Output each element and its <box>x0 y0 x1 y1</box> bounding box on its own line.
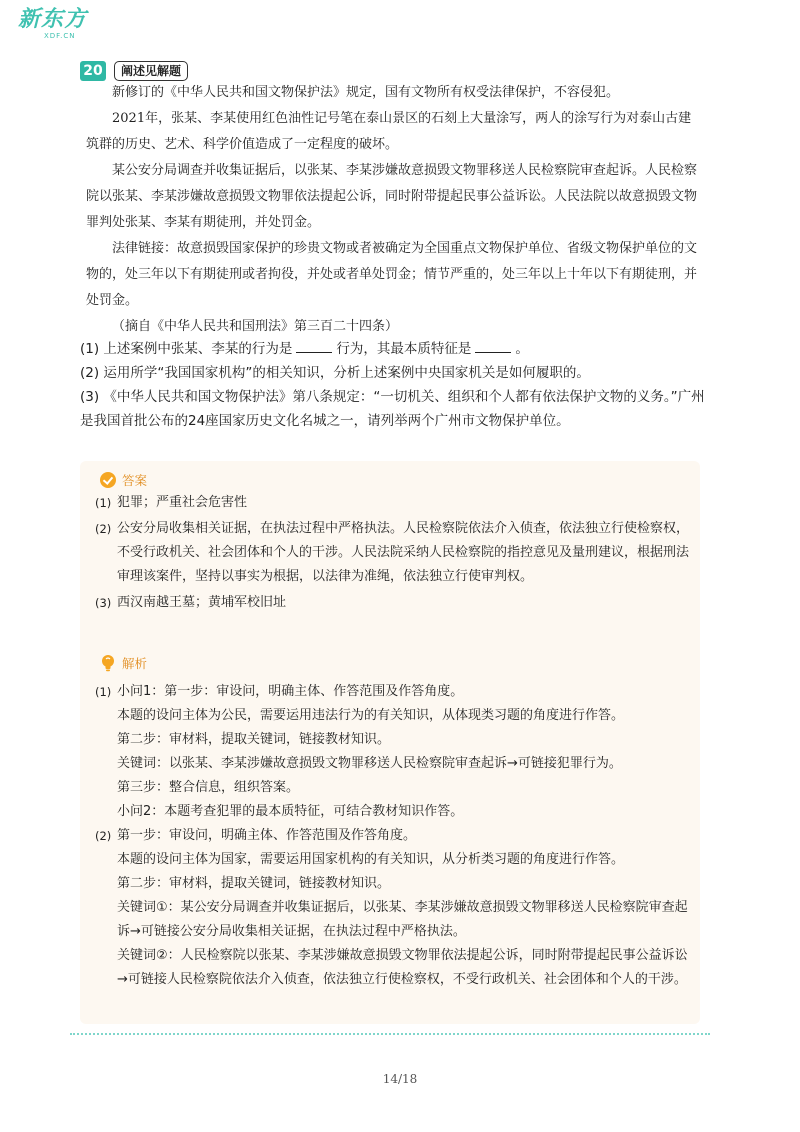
analysis-line: 本题的设问主体为国家，需要运用国家机构的有关知识，从分析类习题的角度进行作答。 <box>117 852 625 867</box>
sub-question-text: 上述案例中张某、李某的行为是 <box>103 341 293 357</box>
answer-list <box>95 491 695 617</box>
page-number: 14/18 <box>382 1072 418 1086</box>
sub-question-text: 《中华人民共和国文物保护法》第八条规定：“一切机关、组织和个人都有依法保护文物的义务。”广州是我国首批公布的24座国家历史文化名城之一，请列举两个广州市文物保护单位。 <box>80 389 705 429</box>
answer-item-number: (1) <box>95 496 112 510</box>
material-paragraph: 某公安分局调查并收集证据后，以张某、李某涉嫌故意损毁文物罪移送人民检察院审查起诉。人民检察院以张某、李某涉嫌故意损毁文物罪依法提起公诉，同时附带提起民事公益诉讼。人民法院以故意损毁文物罪判处张某、李某有期徒刑，并处罚金。 <box>86 163 698 230</box>
logo-subtext: XDF.CN <box>44 32 76 40</box>
sub-question-1 <box>80 337 710 361</box>
analysis-block-number: (2) <box>95 829 112 843</box>
answer-item-text: 公安分局收集相关证据，在执法过程中严格执法。人民检察院依法介入侦查，依法独立行使检察权，不受行政机关、社会团体和个人的干涉。人民法院采纳人民检察院的指控意见及量刑建议，根据刑法审理该案件，坚持以事实为根据，以法律为准绳，依法独立行使审判权。 <box>117 521 690 584</box>
material-paragraph: 2021年，张某、李某使用红色油性记号笔在泰山景区的石刻上大量涂写，两人的涂写行为对泰山古建筑群的历史、艺术、科学价值造成了一定程度的破坏。 <box>86 111 692 152</box>
analysis-heading <box>100 654 147 672</box>
analysis-line: 第一步：审设问，明确主体、作答范围及作答角度。 <box>117 828 417 843</box>
logo-text: 新东方 <box>18 7 88 32</box>
material-paragraph: 法律链接：故意损毁国家保护的珍贵文物或者被确定为全国重点文物保护单位、省级文物保护单位的文物的，处三年以下有期徒刑或者拘役，并处或者单处罚金；情节严重的，处三年以上十年以下有期徒刑，并处罚金。 <box>86 241 698 308</box>
sub-question-text: 运用所学“我国国家机构”的相关知识，分析上述案例中央国家机关是如何履职的。 <box>103 365 590 381</box>
analysis-block <box>95 824 695 992</box>
sub-question-2 <box>80 361 710 385</box>
lightbulb-icon <box>100 654 116 672</box>
question-header <box>80 61 188 81</box>
sub-question-3 <box>80 385 710 433</box>
analysis-line: 第二步：审材料，提取关键词，链接教材知识。 <box>117 876 391 891</box>
answer-item <box>95 491 695 515</box>
sub-question-number: (3) <box>80 389 100 405</box>
answer-item-text: 犯罪；严重社会危害性 <box>117 495 248 510</box>
answer-heading <box>100 471 147 489</box>
analysis-block-number: (1) <box>95 685 112 699</box>
answer-blank <box>475 338 511 353</box>
analysis-heading-label: 解析 <box>122 656 148 671</box>
sub-question-text: 。 <box>515 341 529 357</box>
check-circle-icon <box>100 472 116 488</box>
answer-blank <box>296 338 332 353</box>
question-type-label: 阐述见解题 <box>114 61 188 81</box>
analysis-line: 本题的设问主体为公民，需要运用违法行为的有关知识，从体现类习题的角度进行作答。 <box>117 708 625 723</box>
xdf-logo <box>18 8 88 44</box>
answer-item-number: (3) <box>95 596 112 610</box>
analysis-block <box>95 680 695 824</box>
answer-item <box>95 517 695 589</box>
answer-item-number: (2) <box>95 522 112 536</box>
analysis-line: 关键词①：某公安分局调查并收集证据后，以张某、李某涉嫌故意损毁文物罪移送人民检察院审查起诉→可链接公安分局收集相关证据，在执法过程中严格执法。 <box>117 900 688 939</box>
sub-question-text: 行为，其最本质特征是 <box>336 341 472 357</box>
question-number: 20 <box>80 61 106 81</box>
analysis-list <box>95 680 695 992</box>
material-paragraph: 新修订的《中华人民共和国文物保护法》规定，国有文物所有权受法律保护，不容侵犯。 <box>112 85 620 100</box>
answer-item <box>95 591 695 615</box>
analysis-line: 第三步：整合信息，组织答案。 <box>117 780 300 795</box>
sub-question-number: (1) <box>80 341 100 357</box>
answer-heading-label: 答案 <box>122 473 148 488</box>
analysis-line: 小问1：第一步：审设问，明确主体、作答范围及作答角度。 <box>117 684 464 699</box>
analysis-line: 第二步：审材料，提取关键词，链接教材知识。 <box>117 732 391 747</box>
answer-item-text: 西汉南越王墓；黄埔军校旧址 <box>117 595 287 610</box>
material-citation: （摘自《中华人民共和国刑法》第三百二十四条） <box>112 319 399 334</box>
analysis-line: 小问2：本题考查犯罪的最本质特征，可结合教材知识作答。 <box>117 804 464 819</box>
question-material <box>86 80 704 340</box>
sub-question-number: (2) <box>80 365 100 381</box>
section-divider <box>70 1033 710 1035</box>
sub-questions <box>80 337 710 433</box>
analysis-line: 关键词②：人民检察院以张某、李某涉嫌故意损毁文物罪依法提起公诉，同时附带提起民事公益诉讼→可链接人民检察院依法介入侦查，依法独立行使检察权，不受行政机关、社会团体和个人的干涉。 <box>117 948 688 987</box>
analysis-line: 关键词：以张某、李某涉嫌故意损毁文物罪移送人民检察院审查起诉→可链接犯罪行为。 <box>117 756 622 771</box>
